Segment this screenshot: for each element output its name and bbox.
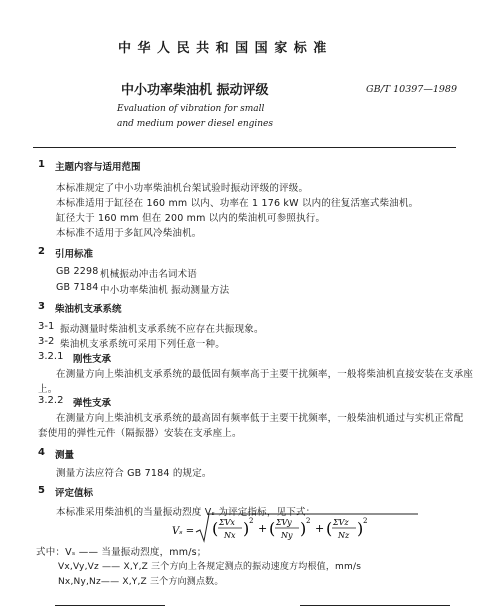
formula-lhs: Vₛ = — [172, 526, 195, 537]
standard-org-heading: 中 华 人 民 共 和 国 国 家 标 准 — [118, 41, 328, 56]
where-line-3: Nx,Ny,Nz—— X,Y,Z 三个方向测点数。 — [58, 577, 224, 587]
svg-text:+: + — [315, 522, 325, 535]
section-4-number: 4 — [38, 447, 45, 458]
svg-text:): ) — [357, 519, 364, 538]
svg-text:+: + — [258, 522, 268, 535]
ref-1-name: 机械振动冲击名词术语 — [100, 269, 198, 280]
formula-z-denominator: Nz — [338, 531, 350, 540]
subsection-3-2-1-text-2: 上。 — [38, 384, 58, 395]
subsection-3-2-2-title: 弹性支承 — [73, 398, 112, 409]
subsection-3-2-1-title: 刚性支承 — [73, 354, 112, 365]
ref-1-code: GB 2298 — [56, 266, 99, 277]
section-3-number: 3 — [38, 301, 45, 312]
section-2-title: 引用标准 — [55, 249, 94, 260]
item-3-2-number: 3-2 — [38, 336, 55, 347]
section-1-para-2: 本标准适用于缸径在 160 mm 以内、功率在 1 176 kW 以内的往复活塞式柴油机。 — [56, 198, 419, 209]
footer-rule-left — [55, 605, 165, 606]
ref-2-name: 中小功率柴油机 振动测量方法 — [100, 285, 230, 296]
section-1-para-1: 本标准规定了中小功率柴油机台架试验时振动评级的评级。 — [56, 183, 309, 194]
where-lead: 式中：Vₛ —— 当量振动烈度，mm/s； — [36, 547, 207, 558]
title-en-line2: and medium power diesel engines — [117, 119, 274, 129]
footer-rule-right — [300, 605, 450, 606]
section-1-title: 主题内容与适用范围 — [55, 162, 141, 173]
title-en-line1: Evaluation of vibration for small — [117, 104, 265, 114]
subsection-3-2-2-text-2: 套使用的弹性元件（隔振器）安装在支承座上。 — [38, 428, 242, 439]
svg-text:): ) — [243, 519, 250, 538]
formula-z-numerator: ΣVz — [333, 518, 349, 527]
svg-text:2: 2 — [306, 517, 311, 525]
item-3-1-number: 3-1 — [38, 321, 55, 332]
header-rule — [33, 147, 456, 148]
formula-y-numerator: ΣVy — [276, 518, 292, 527]
subsection-3-2-1-number: 3.2.1 — [38, 351, 64, 362]
section-1-para-4: 本标准不适用于多缸风冷柴油机。 — [56, 228, 202, 239]
equivalent-vibration-formula — [170, 512, 420, 546]
section-5-number: 5 — [38, 485, 45, 496]
formula-y-denominator: Ny — [281, 531, 293, 540]
subsection-3-2-2-number: 3.2.2 — [38, 395, 64, 406]
section-4-title: 测量 — [55, 450, 75, 461]
section-4-para-1: 测量方法应符合 GB 7184 的规定。 — [56, 468, 212, 479]
section-5-para-1: 本标准采用柴油机的当量振动烈度 Vₛ 为评定指标，见下式： — [56, 507, 316, 518]
svg-text:2: 2 — [363, 517, 368, 525]
section-5-title: 评定值标 — [55, 488, 94, 499]
svg-text:): ) — [300, 519, 307, 538]
item-3-2-text: 柴油机支承系统可采用下列任意一种。 — [60, 339, 225, 350]
standard-number: GB/T 10397—1989 — [366, 84, 458, 95]
subsection-3-2-2-text-1: 在测量方向上柴油机支承系统的最高固有频率低于主要干扰频率，一般柴油机通过与实机正常配 — [56, 413, 464, 424]
section-2-number: 2 — [38, 246, 45, 257]
where-line-2: Vx,Vy,Vz —— X,Y,Z 三个方向上各规定测点的振动速度方均根值，mm/s — [58, 562, 362, 572]
svg-text:(: ( — [212, 519, 219, 538]
svg-text:(: ( — [269, 519, 276, 538]
ref-2-code: GB 7184 — [56, 282, 99, 293]
subsection-3-2-1-text-1: 在测量方向上柴油机支承系统的最低固有频率高于主要干扰频率，一般将柴油机直接安装在支承座 — [56, 369, 474, 380]
svg-text:(: ( — [326, 519, 333, 538]
section-1-para-3: 缸径大于 160 mm 但在 200 mm 以内的柴油机可参照执行。 — [56, 213, 326, 224]
formula-x-numerator: ΣVx — [219, 518, 235, 527]
section-3-title: 柴油机支承系统 — [55, 304, 122, 315]
formula-x-denominator: Nx — [224, 531, 236, 540]
section-1-number: 1 — [38, 159, 45, 170]
title-cn: 中小功率柴油机 振动评级 — [121, 83, 269, 98]
item-3-1-text: 振动测量时柴油机支承系统不应存在共振现象。 — [60, 324, 264, 335]
svg-text:2: 2 — [249, 517, 254, 525]
